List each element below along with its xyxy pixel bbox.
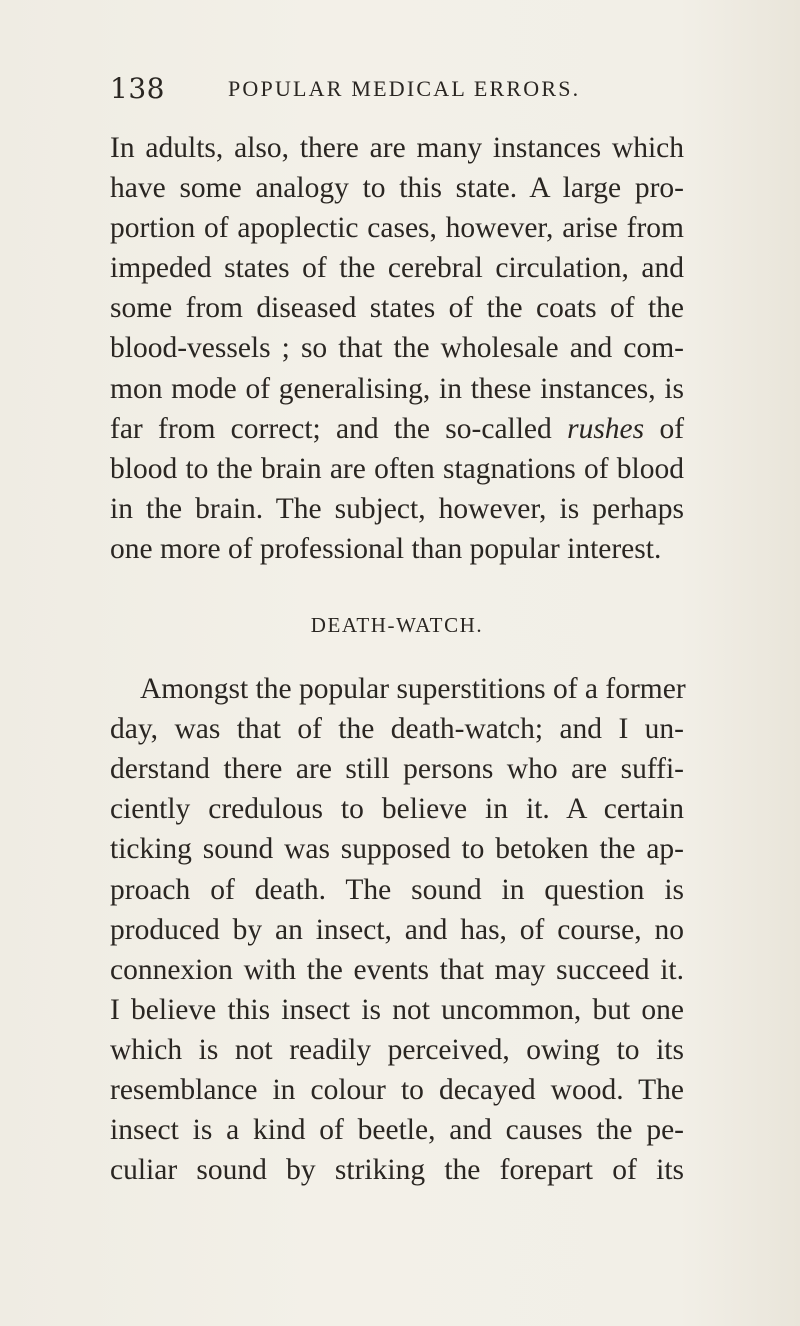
- text-line-end: of: [659, 412, 685, 445]
- running-head: POPULAR MEDICAL ERRORS.: [228, 76, 581, 101]
- text-line: [110, 409, 684, 449]
- text-line: In adults, also, there are many instances which: [110, 132, 684, 164]
- text-line: day, was that of the death-watch; and I un-: [110, 713, 684, 746]
- text-line: one more of professional than popular interest.: [110, 532, 662, 565]
- paragraph-2: [110, 669, 684, 1190]
- text-line-start: far from correct; and the so-called: [110, 412, 552, 445]
- text-line: ticking sound was supposed to betoken the ap-: [110, 833, 684, 866]
- text-line: impeded states of the cerebral circulation, and: [110, 252, 684, 285]
- text-line: some from diseased states of the coats of the: [110, 292, 684, 325]
- text-line: blood-vessels ; so that the wholesale and com-: [110, 332, 684, 365]
- text-line: culiar sound by striking the forepart of its: [110, 1154, 684, 1187]
- text-line: ciently credulous to believe in it. A certain: [110, 793, 684, 826]
- text-line: portion of apoplectic cases, however, arise from: [110, 212, 684, 245]
- text-line: insect is a kind of beetle, and causes the pe-: [110, 1114, 684, 1147]
- text-line: have some analogy to this state. A large pro-: [110, 172, 684, 205]
- text-line: mon mode of generalising, in these instances, is: [110, 372, 684, 405]
- page-number: 138: [110, 72, 165, 105]
- text-line: which is not readily perceived, owing to its: [110, 1033, 684, 1066]
- text-line: Amongst the popular superstitions of a former: [140, 673, 686, 706]
- text-line: in the brain. The subject, however, is perhaps: [110, 492, 684, 525]
- text-line: proach of death. The sound in question is: [110, 873, 684, 906]
- text-line: connexion with the events that may succeed it.: [110, 953, 684, 986]
- text-line: derstand there are still persons who are suffi-: [110, 753, 684, 786]
- italic-word: rushes: [567, 412, 645, 445]
- body-text: [110, 128, 684, 1190]
- text-line: resemblance in colour to decayed wood. The: [110, 1073, 684, 1106]
- section-heading: DEATH-WATCH.: [310, 613, 484, 638]
- text-line: blood to the brain are often stagnations of blood: [110, 452, 684, 485]
- page-header: [110, 72, 670, 112]
- text-line: produced by an insect, and has, of course, no: [110, 913, 684, 946]
- text-line: I believe this insect is not uncommon, but one: [110, 993, 684, 1026]
- paragraph-1: [110, 128, 684, 569]
